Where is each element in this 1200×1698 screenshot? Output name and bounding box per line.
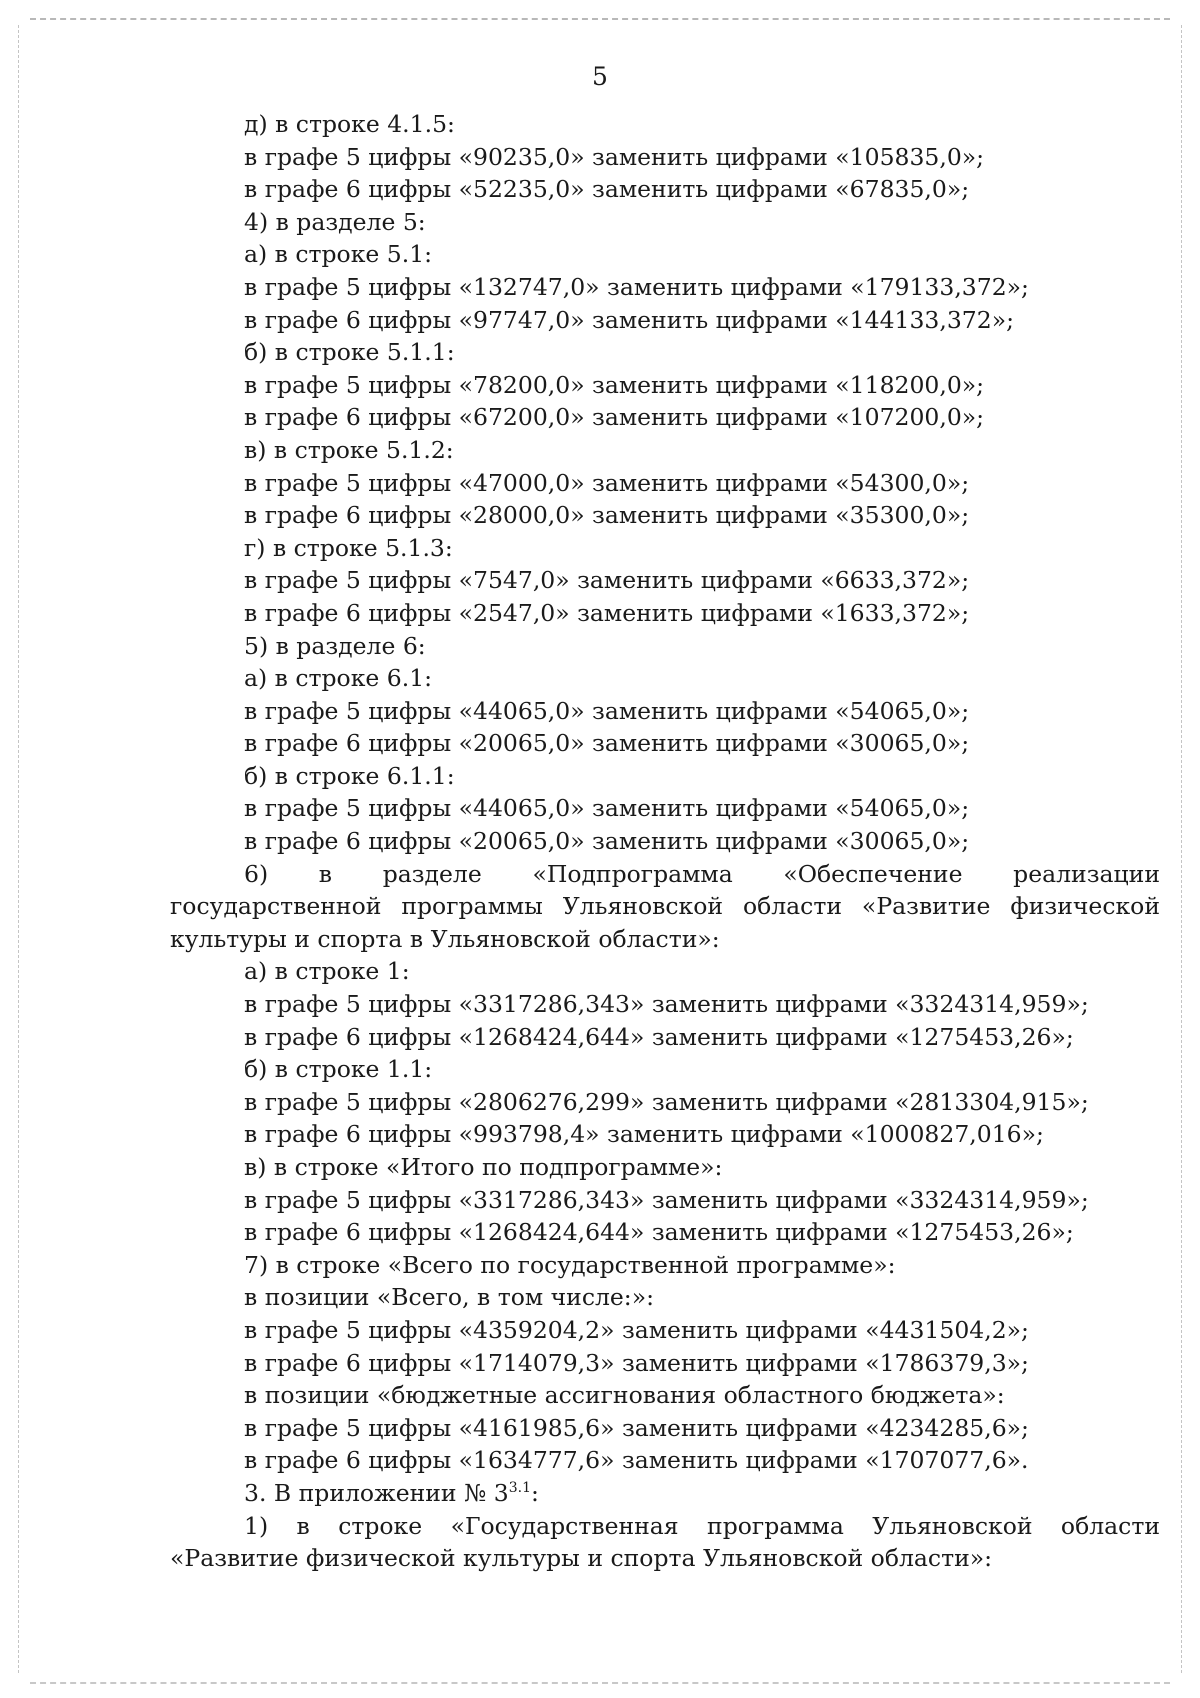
- text-line: д) в строке 4.1.5:: [244, 110, 455, 138]
- text-line: в графе 5 цифры «2806276,299» заменить цифрами «2813304,915»;: [244, 1087, 1089, 1116]
- text-line: в графе 5 цифры «3317286,343» заменить цифрами «3324314,959»;: [244, 1185, 1089, 1214]
- document-body: [170, 108, 1160, 1575]
- text-line: в графе 5 цифры «78200,0» заменить цифрами «118200,0»;: [244, 370, 985, 399]
- text-line: в графе 5 цифры «47000,0» заменить цифрами «54300,0»;: [244, 468, 970, 497]
- text-line: в графе 5 цифры «4359204,2» заменить цифрами «4431504,2»;: [244, 1315, 1029, 1344]
- scan-edge-bottom: [30, 1682, 1170, 1684]
- text-line: в графе 5 цифры «4161985,6» заменить цифрами «4234285,6»;: [244, 1413, 1029, 1442]
- text-line: а) в строке 5.1:: [244, 240, 433, 269]
- text-line: в) в строке 5.1.2:: [244, 435, 454, 464]
- text-line: а) в строке 1:: [244, 957, 410, 986]
- text-line: в графе 6 цифры «28000,0» заменить цифрами «35300,0»;: [244, 501, 970, 530]
- page-number: 5: [592, 62, 608, 91]
- text-line: б) в строке 6.1.1:: [244, 761, 455, 790]
- text-line: в позиции «Всего, в том числе:»:: [244, 1283, 655, 1312]
- scan-edge-right: [1181, 25, 1182, 1673]
- text-line: в графе 5 цифры «90235,0» заменить цифрами «105835,0»;: [244, 142, 985, 171]
- text-line: в графе 5 цифры «132747,0» заменить цифрами «179133,372»;: [244, 272, 1029, 301]
- text-line: 5) в разделе 6:: [244, 631, 426, 660]
- appendix-number-superscript: 3.1: [508, 1480, 531, 1497]
- text-line: в графе 5 цифры «44065,0» заменить цифрами «54065,0»;: [244, 794, 970, 823]
- text-line: в графе 6 цифры «993798,4» заменить цифрами «1000827,016»;: [244, 1120, 1044, 1149]
- text-line: в) в строке «Итого по подпрограмме»:: [244, 1153, 723, 1181]
- text-line: 4) в разделе 5:: [244, 207, 426, 236]
- text-line: в графе 6 цифры «1268424,644» заменить цифрами «1275453,26»;: [244, 1218, 1074, 1247]
- appendix-item-heading: [170, 1477, 1160, 1510]
- text-line: 7) в строке «Всего по государственной программе»:: [244, 1250, 896, 1279]
- text-line: в графе 6 цифры «1634777,6» заменить цифрами «1707077,6».: [244, 1446, 1029, 1475]
- text-line: в графе 6 цифры «20065,0» заменить цифрами «30065,0»;: [244, 827, 970, 856]
- text-line: в графе 6 цифры «52235,0» заменить цифрами «67835,0»;: [244, 175, 970, 204]
- appendix-item-text: 3. В приложении № 3: [244, 1478, 509, 1507]
- text-line: а) в строке 6.1:: [244, 664, 433, 693]
- text-line: в графе 6 цифры «1714079,3» заменить цифрами «1786379,3»;: [244, 1348, 1029, 1377]
- text-line: в графе 6 цифры «1268424,644» заменить цифрами «1275453,26»;: [244, 1022, 1074, 1051]
- paragraph-subprogram: 6) в разделе «Подпрограмма «Обеспечение реализации государственной программы Ульяновской области «Развитие физической культуры и спорта в Ульяновской области»:: [170, 859, 1160, 953]
- text-line: в позиции «бюджетные ассигнования областного бюджета»:: [244, 1381, 1005, 1410]
- text-line: в графе 5 цифры «3317286,343» заменить цифрами «3324314,959»;: [244, 990, 1089, 1019]
- text-line: в графе 5 цифры «7547,0» заменить цифрами «6633,372»;: [244, 566, 970, 595]
- text-line: б) в строке 5.1.1:: [244, 338, 455, 367]
- text-line: в графе 6 цифры «2547,0» заменить цифрами «1633,372»;: [244, 598, 970, 627]
- text-line: в графе 6 цифры «67200,0» заменить цифрами «107200,0»;: [244, 403, 985, 432]
- paragraph-state-program: 1) в строке «Государственная программа Ульяновской области «Развитие физической культуры и спорта Ульяновской области»:: [170, 1511, 1160, 1573]
- scan-edge-left: [18, 25, 19, 1673]
- text-line: б) в строке 1.1:: [244, 1055, 433, 1084]
- text-line: г) в строке 5.1.3:: [244, 533, 453, 562]
- appendix-item-colon: :: [531, 1478, 539, 1507]
- text-line: в графе 6 цифры «97747,0» заменить цифрами «144133,372»;: [244, 305, 1014, 334]
- text-line: в графе 6 цифры «20065,0» заменить цифрами «30065,0»;: [244, 729, 970, 758]
- scan-edge-top: [30, 18, 1170, 20]
- text-line: в графе 5 цифры «44065,0» заменить цифрами «54065,0»;: [244, 696, 970, 725]
